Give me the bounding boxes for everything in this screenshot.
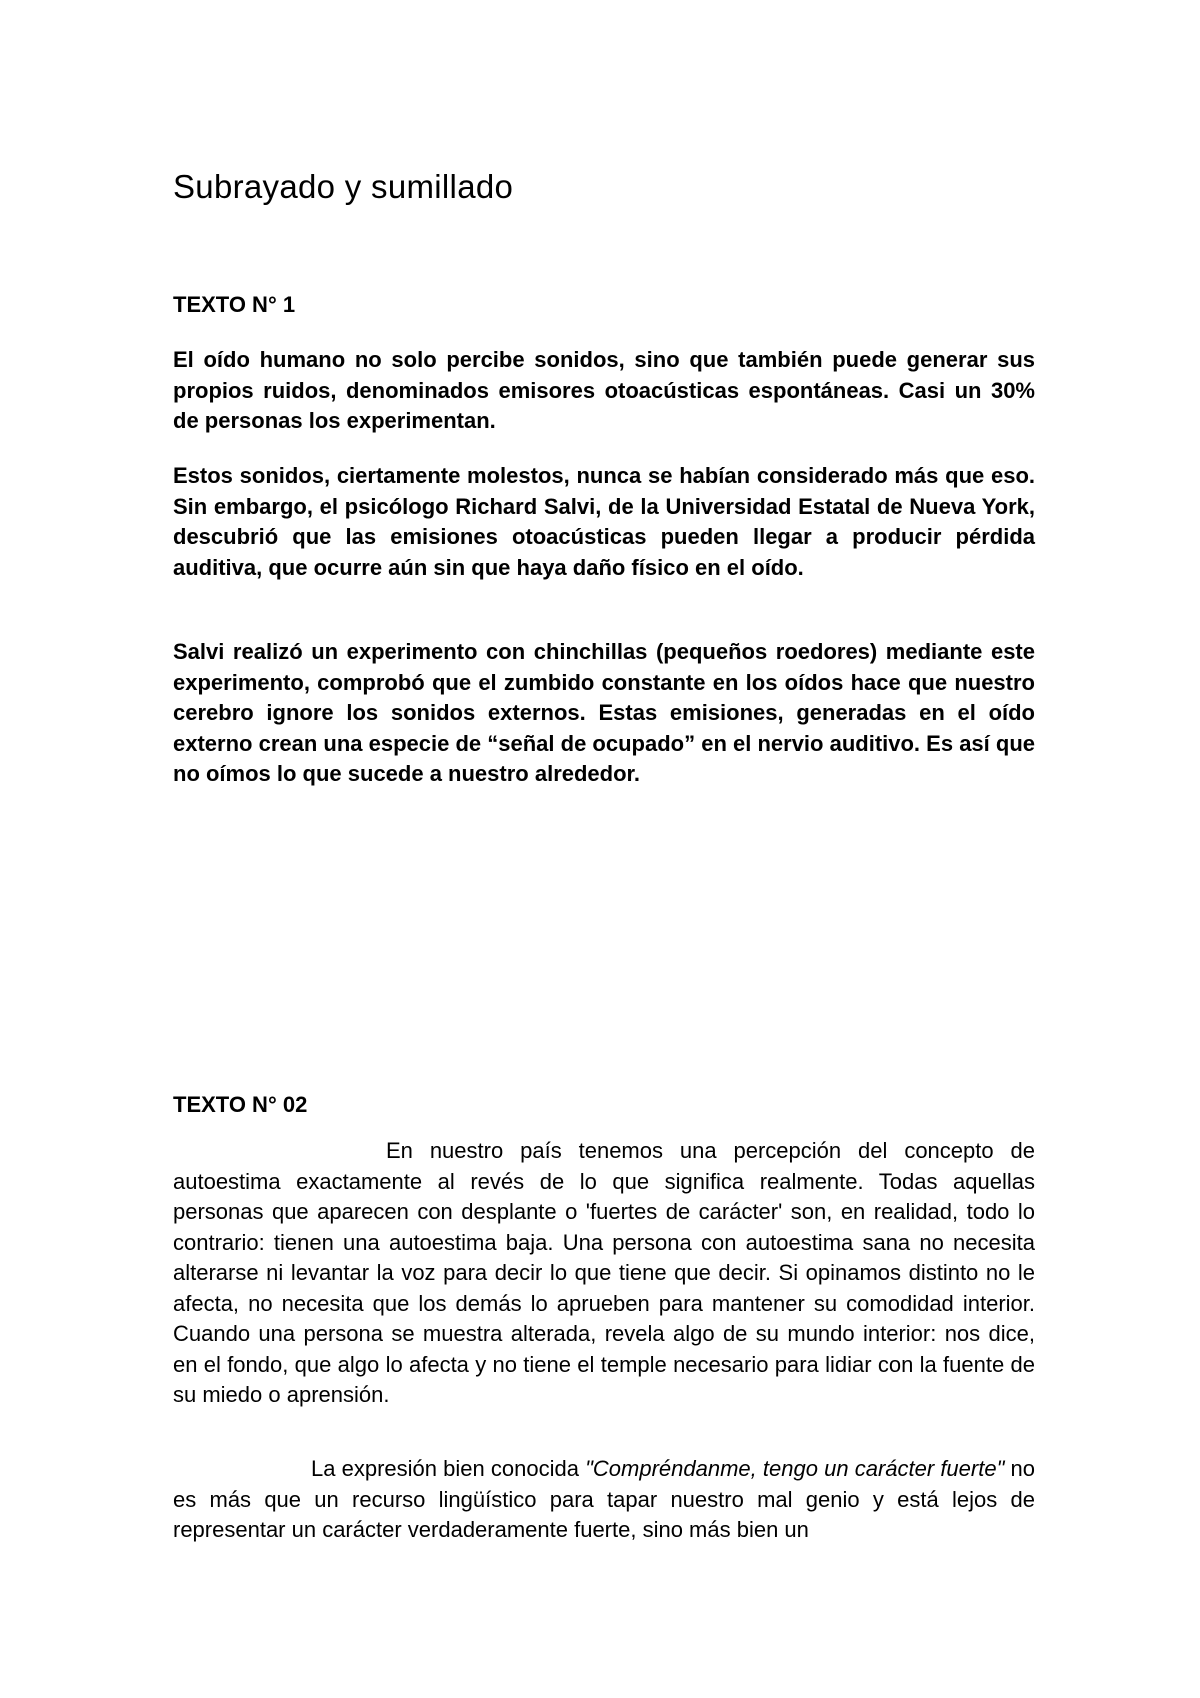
text-2-paragraph-2-lead: La expresión bien conocida [311,1456,586,1481]
text-1-paragraph-3: Salvi realizó un experimento con chinchillas (pequeños roedores) mediante este experimento, comprobó que el zumbido constante en los oídos hace que nuestro cerebro ignore los sonidos externos. Estas emisiones, generadas en el oído externo crean una especie de “señal de ocupado” en el nervio auditivo. Es así que no oímos lo que sucede a nuestro alrededor. [173,639,1035,786]
text-1-paragraph-2: Estos sonidos, ciertamente molestos, nunca se habían considerado más que eso. Sin embargo, el psicólogo Richard Salvi, de la Universidad Estatal de Nueva York, descubrió que las emisiones otoacústicas pueden llegar a producir pérdida auditiva, que ocurre aún sin que haya daño físico en el oído. [173,463,1035,580]
text-2-paragraph-2 [173,1454,1035,1546]
text-2-paragraph-2-rest: no es más que un recurso lingüístico para tapar nuestro mal genio y está lejos de representar un carácter verdaderamente fuerte, sino más bien un [173,1456,1036,1542]
document-title: Subrayado y sumillado [173,168,514,205]
text-1-heading: TEXTO N° 1 [173,292,296,317]
text-2-quote: "Compréndanme, tengo un carácter fuerte" [585,1456,1005,1481]
text-2-paragraph-1: En nuestro país tenemos una percepción del concepto de autoestima exactamente al revés de lo que significa realmente. Todas aquellas personas que aparecen con desplante o 'fuertes de carácter' son, en realidad, todo lo contrario: tienen una autoestima baja. Una persona con autoestima sana no necesita alterarse ni levantar la voz para decir lo que tiene que decir. Si opinamos distinto no le afecta, no necesita que los demás lo aprueben para mantener su comodidad interior. Cuando una persona se muestra alterada, revela algo de su mundo interior: nos dice, en el fondo, que algo lo afecta y no tiene el temple necesario para lidiar con la fuente de su miedo o aprensión. [173,1138,1035,1407]
text-2-heading: TEXTO N° 02 [173,1092,308,1117]
text-1-paragraph-1: El oído humano no solo percibe sonidos, sino que también puede generar sus propios ruidos, denominados emisores otoacústicas espontáneas. Casi un 30% de personas los experimentan. [173,347,1035,433]
